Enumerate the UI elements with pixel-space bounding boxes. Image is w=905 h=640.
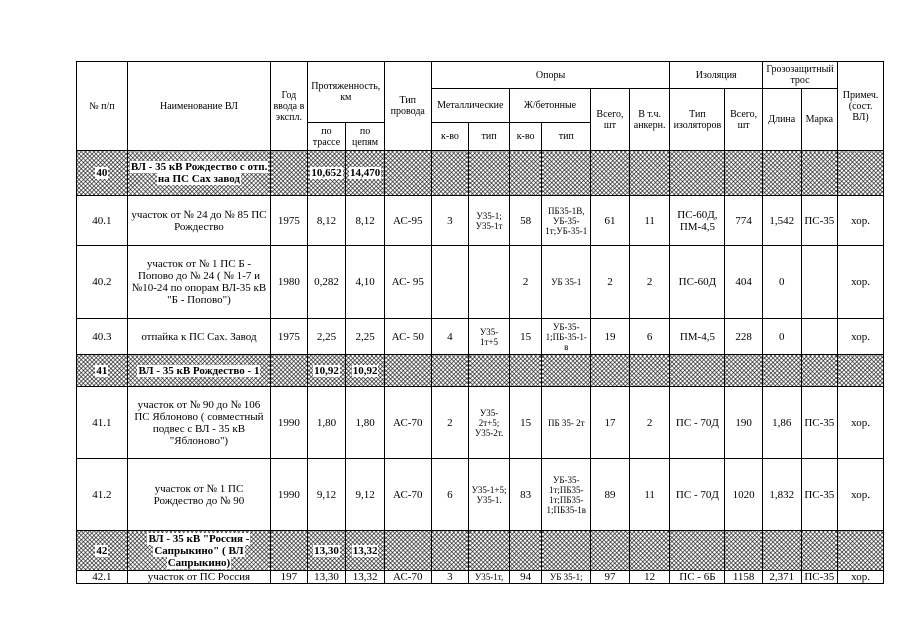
section-row (77, 151, 884, 196)
row-insulator-total: 404 (725, 246, 763, 319)
row-cable-length (762, 531, 801, 571)
row-metal-count: 3 (431, 196, 469, 246)
row-anchor-supports (629, 531, 670, 571)
row-length-chains: 2,25 (346, 319, 385, 355)
header-length-chains: по цепям (346, 123, 385, 151)
row-metal-count (431, 531, 469, 571)
row-anchor-supports (629, 151, 670, 196)
header-concrete-type: тип (542, 123, 591, 151)
row-length-route: 0,282 (307, 246, 346, 319)
row-cable-length: 1,542 (762, 196, 801, 246)
row-num: 40.3 (77, 319, 128, 355)
table-row (77, 571, 884, 584)
row-insulator-total: 190 (725, 387, 763, 459)
row-concrete-type: УБ 35-1 (542, 246, 591, 319)
row-anchor-supports: 12 (629, 571, 670, 584)
row-metal-type: У35-1т+5 (469, 319, 510, 355)
row-concrete-type: ПБ 35- 2т (542, 387, 591, 459)
row-cable-length (762, 151, 801, 196)
header-supports: Опоры (431, 62, 670, 89)
row-num: 41.1 (77, 387, 128, 459)
header-length-route: по трассе (307, 123, 346, 151)
header-cable-length: Длина (762, 89, 801, 151)
row-wire-type: АС- 50 (384, 319, 431, 355)
row-insulator-total: 774 (725, 196, 763, 246)
row-length-chains (346, 531, 385, 571)
row-total-supports: 61 (591, 196, 630, 246)
row-metal-type: У35-1+5; У35-1. (469, 459, 510, 531)
row-length-route (307, 151, 346, 196)
row-num: 41.2 (77, 459, 128, 531)
row-metal-type: У35-1т, (469, 571, 510, 584)
header-concrete-count: к-во (509, 123, 542, 151)
row-concrete-count (509, 151, 542, 196)
row-note: хор. (838, 196, 884, 246)
header-year: Год ввода в экспл. (271, 62, 308, 151)
row-insulator-total: 228 (725, 319, 763, 355)
row-concrete-type (542, 355, 591, 387)
row-cable-mark (801, 531, 838, 571)
table-row (77, 319, 884, 355)
row-num: 42.1 (77, 571, 128, 584)
row-concrete-count (509, 355, 542, 387)
row-concrete-type: УБ-35-1;ПБ-35-1-в (542, 319, 591, 355)
header-insulator-total: Всего, шт (725, 89, 763, 151)
header-length: Протяженность, км (307, 62, 384, 123)
row-note: хор. (838, 246, 884, 319)
row-year: 1990 (271, 387, 308, 459)
row-wire-type (384, 355, 431, 387)
row-num (77, 531, 128, 571)
row-length-route-text: 10,92 (314, 364, 339, 377)
row-num: 40.2 (77, 246, 128, 319)
row-insulator-type: ПС-60Д, ПМ-4,5 (670, 196, 725, 246)
row-cable-length (762, 355, 801, 387)
row-insulator-type: ПС-60Д (670, 246, 725, 319)
row-num (77, 355, 128, 387)
header-metal: Металлические (431, 89, 509, 123)
row-name: участок от № 1 ПС Б - Попово до № 24 ( № 1-7 и №10-24 по опорам ВЛ-35 кВ "Б - Попово") (127, 246, 270, 319)
row-insulator-type: ПС - 70Д (670, 387, 725, 459)
row-length-chains-text: 10,92 (352, 364, 378, 377)
row-name-text: ВЛ - 35 кВ Рождество - 1 (138, 364, 260, 377)
row-insulator-type: ПС - 6Б (670, 571, 725, 584)
row-name: участок от № 1 ПС Рождество до № 90 (127, 459, 270, 531)
section-row (77, 531, 884, 571)
row-length-route-text: 13,30 (314, 544, 339, 557)
row-length-route: 8,12 (307, 196, 346, 246)
row-name: отпайка к ПС Сах. Завод (127, 319, 270, 355)
row-name: участок от ПС Россия (127, 571, 270, 584)
row-cable-mark: ПС-35 (801, 387, 838, 459)
row-cable-mark (801, 319, 838, 355)
row-metal-type: У35-1; У35-1т (469, 196, 510, 246)
table-row (77, 196, 884, 246)
row-note: хор. (838, 459, 884, 531)
header-wire-type: Тип провода (384, 62, 431, 151)
row-total-supports: 89 (591, 459, 630, 531)
row-note: хор. (838, 387, 884, 459)
row-total-supports: 97 (591, 571, 630, 584)
row-year (271, 151, 308, 196)
row-length-route (307, 355, 346, 387)
row-name-text: ВЛ - 35 кВ "Россия - Сапрыкино" ( ВЛ Сапрыкино) (148, 532, 250, 569)
row-name (127, 151, 270, 196)
row-wire-type (384, 151, 431, 196)
row-total-supports: 19 (591, 319, 630, 355)
row-concrete-type (542, 151, 591, 196)
row-concrete-count (509, 531, 542, 571)
row-total-supports (591, 531, 630, 571)
row-concrete-type: УБ-35-1т;ПБ35-1т;ПБ35-1;ПБ35-1в (542, 459, 591, 531)
row-metal-type (469, 151, 510, 196)
row-metal-count: 2 (431, 387, 469, 459)
row-length-chains: 13,32 (346, 571, 385, 584)
row-year (271, 355, 308, 387)
row-insulator-type (670, 151, 725, 196)
row-year (271, 531, 308, 571)
row-name: участок от № 24 до № 85 ПС Рождество (127, 196, 270, 246)
row-name (127, 355, 270, 387)
row-note: хор. (838, 319, 884, 355)
row-length-route: 1,80 (307, 387, 346, 459)
row-concrete-count: 15 (509, 387, 542, 459)
row-cable-mark (801, 151, 838, 196)
row-metal-type (469, 246, 510, 319)
row-anchor-supports: 2 (629, 387, 670, 459)
header-anchor: В т.ч. анкерн. (629, 89, 670, 151)
row-insulator-total (725, 531, 763, 571)
row-name (127, 531, 270, 571)
row-cable-length: 1,832 (762, 459, 801, 531)
row-cable-mark: ПС-35 (801, 196, 838, 246)
row-year: 1990 (271, 459, 308, 531)
table-header (77, 62, 884, 151)
header-total-supports: Всего, шт (591, 89, 630, 151)
row-cable-length: 2,371 (762, 571, 801, 584)
row-concrete-type: УБ 35-1; (542, 571, 591, 584)
row-cable-mark (801, 355, 838, 387)
row-num-text: 41 (96, 364, 108, 377)
row-length-chains (346, 355, 385, 387)
vl-inventory-table (76, 61, 884, 584)
row-note (838, 151, 884, 196)
header-metal-type: тип (469, 123, 510, 151)
row-metal-type (469, 355, 510, 387)
header-lightning-cable: Грозозащитный трос (762, 62, 837, 89)
row-metal-type (469, 531, 510, 571)
row-insulator-type: ПС - 70Д (670, 459, 725, 531)
header-insulation: Изоляция (670, 62, 762, 89)
row-total-supports (591, 151, 630, 196)
row-wire-type: АС- 95 (384, 246, 431, 319)
row-insulator-total: 1020 (725, 459, 763, 531)
row-insulator-type: ПМ-4,5 (670, 319, 725, 355)
row-metal-count (431, 246, 469, 319)
row-wire-type (384, 531, 431, 571)
row-metal-count (431, 355, 469, 387)
header-insulator-type: Тип изоляторов (670, 89, 725, 151)
row-name: участок от № 90 до № 106 ПС Яблоново ( совместный подвес с ВЛ - 35 кВ "Яблоново") (127, 387, 270, 459)
row-length-chains-text: 14,470 (349, 167, 381, 179)
row-length-route: 9,12 (307, 459, 346, 531)
header-cable-mark: Марка (801, 89, 838, 151)
row-insulator-total: 1158 (725, 571, 763, 584)
header-num: № п/п (77, 62, 128, 151)
row-anchor-supports: 6 (629, 319, 670, 355)
row-length-chains: 4,10 (346, 246, 385, 319)
row-concrete-count: 2 (509, 246, 542, 319)
header-metal-count: к-во (431, 123, 469, 151)
row-concrete-type: ПБ35-1В, УБ-35-1т;УБ-35-1 (542, 196, 591, 246)
row-total-supports (591, 355, 630, 387)
header-concrete: Ж/бетонные (509, 89, 590, 123)
row-concrete-type (542, 531, 591, 571)
table-row (77, 459, 884, 531)
table-body (77, 151, 884, 584)
row-concrete-count: 15 (509, 319, 542, 355)
header-note: Примеч. (сост. ВЛ) (838, 62, 884, 151)
table-row (77, 387, 884, 459)
row-insulator-total (725, 151, 763, 196)
row-num-text: 42 (96, 544, 108, 557)
row-wire-type: АС-70 (384, 571, 431, 584)
row-length-route (307, 531, 346, 571)
row-name-text: ВЛ - 35 кВ Рождество с отп. на ПС Сах завод (130, 161, 268, 185)
row-metal-count: 4 (431, 319, 469, 355)
row-wire-type: АС-95 (384, 196, 431, 246)
row-anchor-supports: 11 (629, 196, 670, 246)
row-num (77, 151, 128, 196)
row-num: 40.1 (77, 196, 128, 246)
header-name: Наименование ВЛ (127, 62, 270, 151)
table-row (77, 246, 884, 319)
row-length-route: 13,30 (307, 571, 346, 584)
row-note (838, 531, 884, 571)
row-num-text: 40 (96, 167, 108, 179)
row-cable-length: 1,86 (762, 387, 801, 459)
row-anchor-supports: 11 (629, 459, 670, 531)
row-year: 1975 (271, 196, 308, 246)
row-cable-mark (801, 246, 838, 319)
row-insulator-type (670, 531, 725, 571)
row-metal-count: 6 (431, 459, 469, 531)
row-length-chains (346, 151, 385, 196)
row-anchor-supports: 2 (629, 246, 670, 319)
row-concrete-count: 94 (509, 571, 542, 584)
section-row (77, 355, 884, 387)
row-insulator-type (670, 355, 725, 387)
row-cable-length: 0 (762, 246, 801, 319)
row-insulator-total (725, 355, 763, 387)
row-metal-type: У35-2т+5; У35-2т. (469, 387, 510, 459)
row-length-chains: 9,12 (346, 459, 385, 531)
row-length-route: 2,25 (307, 319, 346, 355)
row-note: хор. (838, 571, 884, 584)
row-total-supports: 17 (591, 387, 630, 459)
row-length-route-text: 10,652 (311, 167, 342, 179)
row-note (838, 355, 884, 387)
row-concrete-count: 83 (509, 459, 542, 531)
row-cable-length: 0 (762, 319, 801, 355)
row-concrete-count: 58 (509, 196, 542, 246)
row-year: 1975 (271, 319, 308, 355)
row-anchor-supports (629, 355, 670, 387)
row-cable-mark: ПС-35 (801, 571, 838, 584)
row-wire-type: АС-70 (384, 387, 431, 459)
row-length-chains-text: 13,32 (352, 544, 378, 557)
row-metal-count (431, 151, 469, 196)
row-year: 197 (271, 571, 308, 584)
row-total-supports: 2 (591, 246, 630, 319)
row-length-chains: 8,12 (346, 196, 385, 246)
row-wire-type: АС-70 (384, 459, 431, 531)
row-length-chains: 1,80 (346, 387, 385, 459)
row-year: 1980 (271, 246, 308, 319)
row-metal-count: 3 (431, 571, 469, 584)
row-cable-mark: ПС-35 (801, 459, 838, 531)
